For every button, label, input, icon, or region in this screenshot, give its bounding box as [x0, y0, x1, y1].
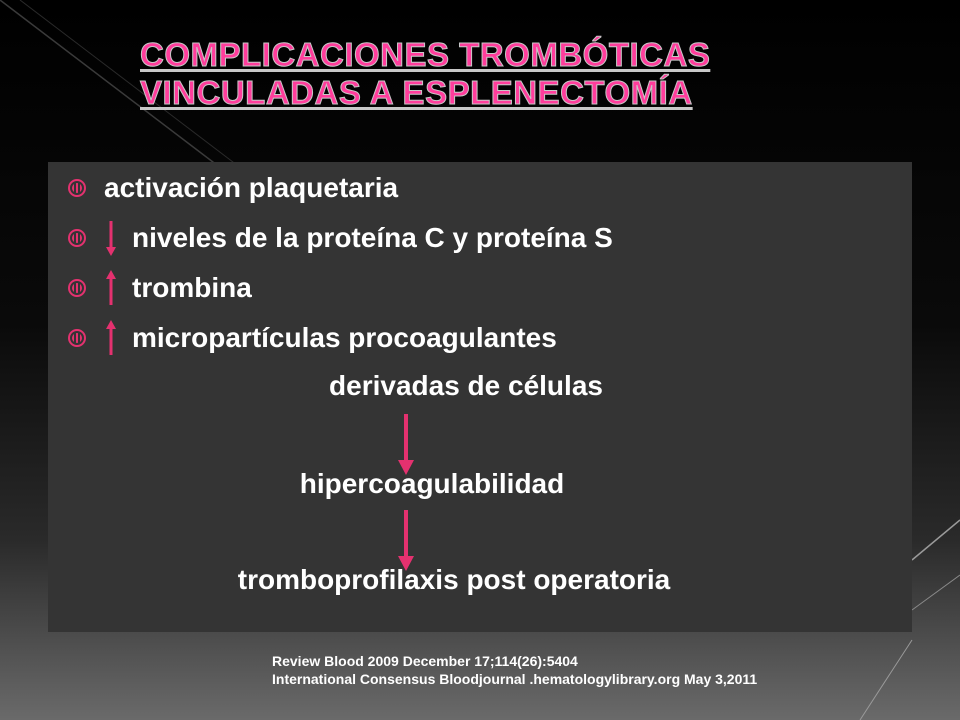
bullet-icon — [68, 229, 86, 247]
bullet-label: activación plaquetaria — [104, 172, 399, 203]
conclusion-text: tromboprofilaxis post operatoria — [237, 564, 671, 595]
bullet-icon — [68, 179, 86, 197]
title-line-1: COMPLICACIONES TROMBÓTICAS — [140, 36, 711, 73]
down-arrow-icon — [104, 219, 118, 257]
bullet-label: trombina — [132, 272, 252, 303]
up-arrow-icon — [104, 319, 118, 357]
bullet-icon — [68, 329, 86, 347]
down-arrow-icon — [396, 510, 416, 572]
continuation-text: derivadas de células — [329, 370, 603, 401]
bullet-item — [68, 318, 557, 358]
down-arrow-icon — [396, 414, 416, 476]
slide-title — [140, 36, 840, 112]
bullet-item — [68, 218, 613, 258]
content-panel — [48, 162, 912, 632]
bullet-label: niveles de la proteína C y proteína S — [132, 222, 613, 253]
bullet-item — [68, 268, 252, 308]
reference-line: International Consensus Bloodjournal .hematologylibrary.org May 3,2011 — [272, 671, 758, 687]
title-line-2: VINCULADAS A ESPLENECTOMÍA — [140, 74, 693, 111]
bullet-icon — [68, 279, 86, 297]
bullet-item — [68, 168, 398, 208]
bullet-label: micropartículas procoagulantes — [132, 322, 557, 353]
references — [272, 652, 757, 688]
up-arrow-icon — [104, 269, 118, 307]
result-text: hipercoagulabilidad — [299, 468, 565, 499]
reference-line: Review Blood 2009 December 17;114(26):5404 — [272, 653, 578, 669]
